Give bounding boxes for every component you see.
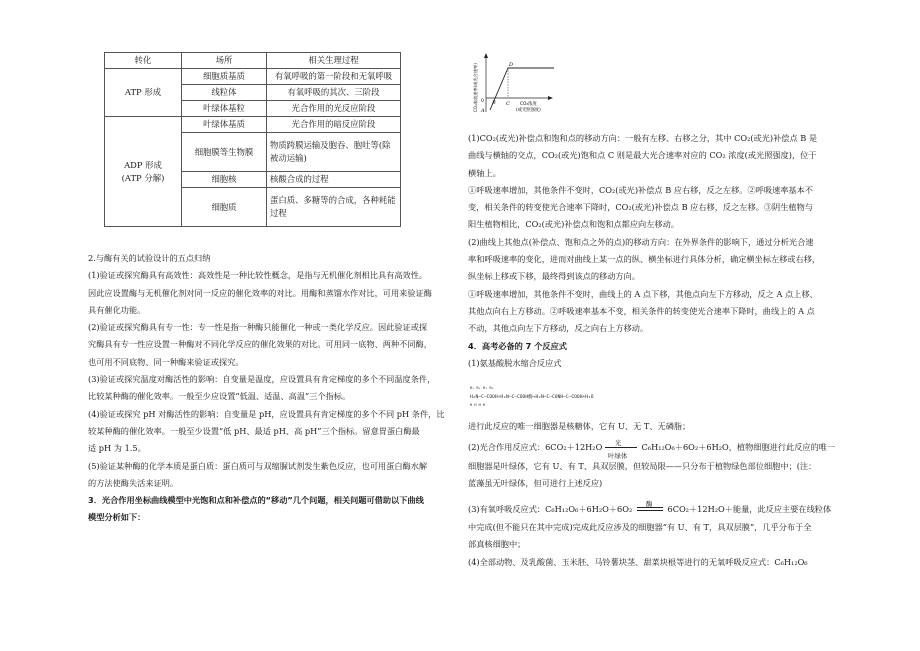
arrow-condition-bottom: 叶绿体 — [607, 452, 628, 460]
table-cell: 蛋白质、多糖等的合成，各种耗能过程 — [267, 188, 401, 227]
paragraph-line: 细胞器是叶绿体，它有 U、有 T、具双层膜，但较局限——只分布于植物绿色部位细胞中；(注： — [468, 461, 817, 471]
paragraph-line: 因此应设置酶与无机催化剂对同一反应的催化效率的对比。用酶和蒸馏水作对比，可用来验证酶 — [88, 287, 432, 298]
table-cell: 细胞膜等生物膜 — [182, 133, 267, 172]
equation-left: (3)有氧呼吸反应式：C₆H₁₂O₆＋6H₂O＋6O₂ — [468, 504, 633, 514]
paragraph-line: 也可用不同底物、同一种酶来验证或探究。 — [88, 356, 244, 367]
paragraph-line: 蓝藻虽无叶绿体，但可进行上述反应) — [468, 478, 603, 489]
table-header: 相关生理过程 — [267, 53, 401, 69]
paragraph-line: (2)曲线上其他点(补偿点、饱和点之外的点)的移动方向：在外界条件的影响下，通过分析光合速 — [468, 236, 814, 247]
paragraph-line: 不动，其他点向左下方移动，反之向右上方移动。 — [468, 323, 649, 334]
table-cell: 有氧呼吸的其次、三阶段 — [267, 85, 401, 101]
table-cell: 核酸合成的过程 — [267, 172, 401, 188]
paragraph-line: (4)验证或探究 pH 对酶活性的影响：自变量是 pH，应设置具有肯定梯度的多个不同 pH 条件，比 — [88, 408, 445, 419]
paragraph-line: 变，相关条件的转变使光合速率下降时，CO₂(或光)补偿点 B 应右移，反之左移。③阴生植物与 — [468, 202, 813, 213]
table-cell: 光合作用的光反应阶段 — [267, 101, 401, 117]
x-axis-sublabel: (或光照强度) — [516, 108, 541, 113]
paragraph-line: 的方法使酶失活来证明。 — [88, 477, 179, 488]
point-label-c: C — [506, 101, 510, 107]
table-cell: 光合作用的暗反应阶段 — [267, 117, 401, 133]
formula-row: H H H H — [470, 403, 486, 407]
atp-adp-table — [104, 52, 401, 227]
formula-row: R₁ R₂ R₁ R₂ — [470, 386, 494, 390]
paragraph-line: 比较某种酶的催化效率。一般至少应设置“低温、适温、高温”三个指标。 — [88, 391, 351, 402]
respiration-note — [468, 519, 860, 571]
paragraph-line: 纵坐标上移或下移，最终得到该点的移动方向。 — [468, 271, 640, 282]
photosynthesis-curve-chart — [468, 52, 558, 124]
reaction-note: 进行此反应的唯一细胞器是核糖体，它有 U、无 T、无磷脂； — [468, 421, 691, 431]
reaction-title: (1)氨基酸脱水缩合反应式 — [468, 357, 562, 368]
reaction-section — [468, 418, 860, 435]
curve-analysis-section — [468, 130, 860, 372]
point-label-a: A — [481, 108, 485, 114]
reaction-arrow — [605, 439, 639, 460]
paragraph-line: 具有催化功能。 — [88, 304, 146, 315]
adp-formation-cell — [105, 117, 182, 227]
origin-label: 0 — [481, 99, 484, 104]
section-heading: 4．高考必备的 7 个反应式 — [468, 340, 567, 351]
paragraph-line: 率和呼吸速率的变化，进而对曲线上某一点的纵、横坐标进行具体分析，确定横坐标左移或右移， — [468, 254, 821, 265]
point-label-b: B — [492, 100, 496, 106]
section-heading: 2.与酶有关的试验设计的五点归纳 — [88, 253, 211, 263]
paragraph-line: ①呼吸速率增加，其他条件不变时，CO₂(或光)补偿点 B 应右移，反之左移。②呼吸速率基本不 — [468, 184, 813, 195]
adp-label: ADP 形成 — [124, 159, 162, 170]
paragraph-line: (4)全部动物、及乳酸菌、玉米胚、马铃薯块茎、甜菜块根等进行的无氧呼吸反应式：C₆H₁₂O₆ — [468, 556, 808, 567]
equation-right: 6CO₂＋12H₂O＋能量，此反应主要在线粒体 — [667, 504, 832, 514]
paragraph-line: (1)验证或探究酶具有高效性：高效性是一种比较性概念，是指与无机催化剂相比具有高效性。 — [88, 270, 428, 281]
paragraph-line: 较某种酶的催化效率。一般至少设置“低 pH、最适 pH、高 pH”三个指标。留意胃蛋白酶最 — [88, 425, 420, 436]
equation-left: (2)光合作用反应式：6CO₂＋12H₂O — [468, 442, 603, 452]
point-label-d: D — [509, 62, 514, 68]
equation-right: C₆H₁₂O₆＋6O₂＋6H₂O，植物细胞进行此反应的唯一 — [641, 442, 836, 452]
photosynthesis-equation — [468, 439, 860, 460]
table-header: 转化 — [105, 53, 182, 69]
reaction-arrow — [635, 500, 665, 516]
y-axis-arrow — [484, 53, 488, 58]
section-heading: 3．光合作用坐标曲线模型中光饱和点和补偿点的“移动”几个问题，相关问题可借助以下曲线 — [88, 495, 424, 506]
table-cell: 线粒体 — [182, 85, 267, 101]
table-cell: 细胞质基质 — [182, 69, 267, 85]
paragraph-line: 部真核细胞中； — [468, 539, 526, 550]
y-axis-label: CO₂吸收速率(或光合速率) — [473, 63, 478, 112]
paragraph-line: 中完成(但不能只在其中完成)完成此反应涉及的细胞器“有 U、有 T，具双层膜”，几乎分布于全 — [468, 522, 812, 532]
photosynthesis-note — [468, 458, 860, 493]
table-cell: 有氧呼吸的第一阶段和无氧呼吸 — [267, 69, 401, 85]
atp-formation-cell: ATP 形成 — [105, 69, 182, 117]
table-header: 场所 — [182, 53, 267, 69]
paragraph-line: 其他点向右上方移动。②呼吸速率基本不变，相关条件的转变使光合速率下降时，曲线上的 A 点 — [468, 305, 815, 316]
adp-sublabel: (ATP 分解) — [121, 172, 165, 183]
paragraph-line: 曲线与横轴的交点，CO₂(或光)饱和点 C 则是最大光合速率对应的 CO₂ 浓度(或光照强度)，位于 — [468, 150, 817, 161]
arrow-condition-top: 酶 — [645, 500, 653, 508]
table-cell: 物质跨膜运输及胞吞、胞吐等(除被动运输) — [267, 133, 401, 172]
paragraph-line: 横轴上。 — [468, 167, 501, 178]
paragraph-line: ①呼吸速率增加，其他条件不变时，曲线上的 A 点下移，其他点向左下方移动，反之 A 点上移、 — [468, 288, 818, 299]
aerobic-respiration-equation — [468, 502, 860, 517]
paragraph-line: 适 pH 为 1.5。 — [88, 443, 146, 454]
x-axis-arrow — [548, 96, 553, 100]
paragraph-line: (3)验证或探究温度对酶活性的影响：自变量是温度，应设置具有肯定梯度的多个不同温度条件， — [88, 374, 436, 385]
amino-acid-condensation-formula — [470, 384, 700, 412]
enzyme-experiment-section — [88, 250, 468, 527]
table-cell: 叶绿体基质 — [182, 117, 267, 133]
table-cell: 细胞核 — [182, 172, 267, 188]
paragraph-line: 究酶具有专一性应设置一种酶对不同化学反应的催化效果的对比。可用同一底物、两种不同酶， — [88, 339, 432, 350]
formula-row: H₂N—C—COOH+H₂N—C—COOH酶→H₂N—C—CONH—C—COOH+H₂O — [470, 395, 594, 400]
paragraph-line: (1)CO₂(或光)补偿点和饱和点的移动方向：一般有左移、右移之分，其中 CO₂(或光)补偿点 B 是 — [468, 133, 818, 143]
paragraph-line: (5)验证某种酶的化学本质是蛋白质：蛋白质可与双缩脲试剂发生紫色反应，也可用蛋白酶水解 — [88, 460, 428, 471]
paragraph-line: (2)验证或探究酶具有专一性：专一性是指一种酶只能催化一种或一类化学反应。因此验证或探 — [88, 322, 428, 333]
x-axis-label: CO₂浓度 — [520, 102, 537, 107]
table-cell: 细胞质 — [182, 188, 267, 227]
paragraph-line: 阳生植物相比，CO₂(或光)补偿点和饱和点都应向左移动。 — [468, 219, 679, 230]
arrow-condition-top: 光 — [614, 439, 622, 447]
section-heading: 模型分析如下： — [88, 512, 146, 523]
table-cell: 叶绿体基粒 — [182, 101, 267, 117]
